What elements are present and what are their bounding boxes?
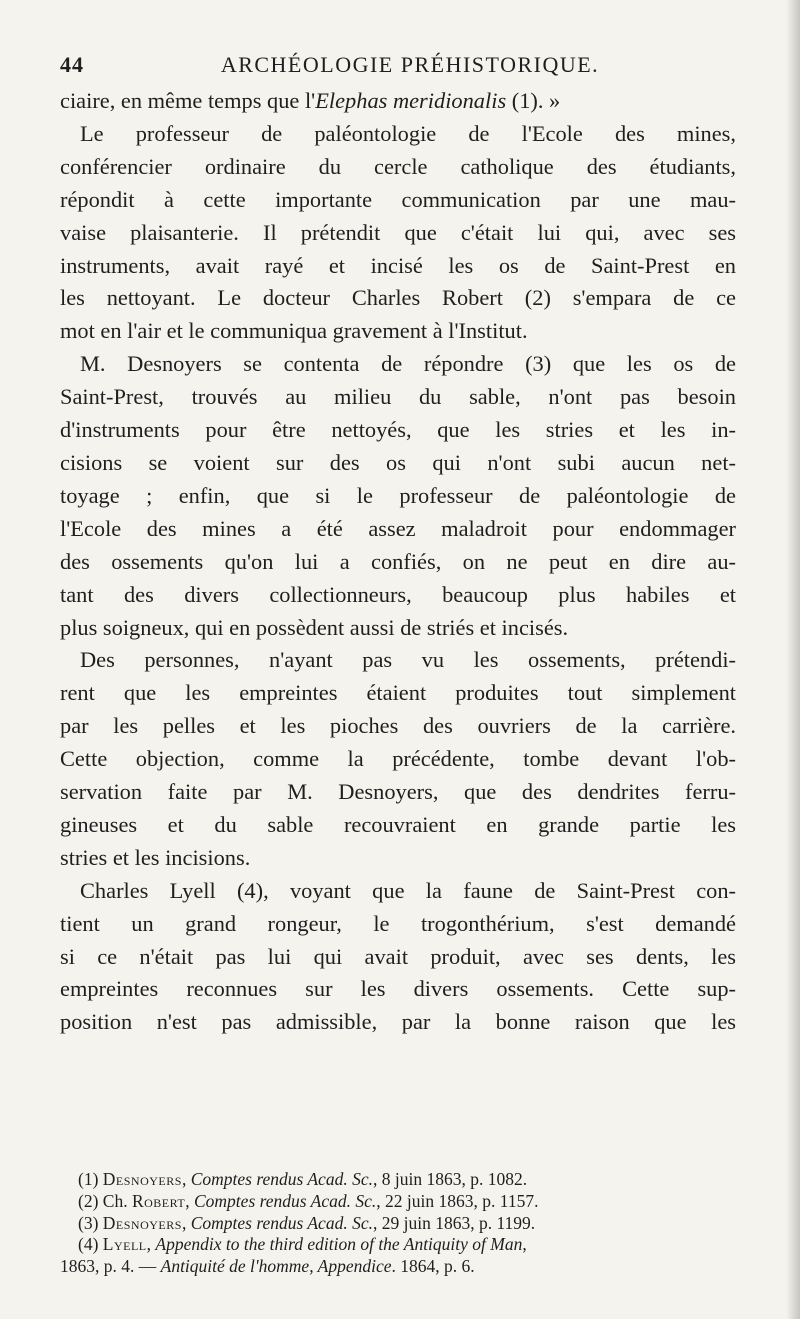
paragraph	[60, 875, 736, 1040]
text-line: des ossements qu'on lui a confiés, on ne peut en dire au-	[60, 548, 736, 574]
text-line: rent que les empreintes étaient produites tout simplement	[60, 680, 736, 706]
text-line: l'Ecole des mines a été assez maladroit pour endommager	[60, 515, 736, 541]
paragraph	[60, 644, 736, 874]
text-line: M. Desnoyers se contenta de répondre (3) que les os de	[80, 351, 736, 377]
text-line: vaise plaisanterie. Il prétendit que c'était lui qui, avec ses	[60, 219, 736, 245]
text-line: position n'est pas admissible, par la bonne raison que les	[60, 1009, 736, 1035]
page-edge-shadow	[786, 0, 800, 1319]
text-line: si ce n'était pas lui qui avait produit, avec ses dents, les	[60, 943, 736, 969]
text-line: par les pelles et les pioches des ouvriers de la carrière.	[60, 713, 736, 739]
paragraph	[60, 85, 736, 118]
text-line: cisions se voient sur des os qui n'ont subi aucun net-	[60, 449, 736, 475]
text-line: toyage ; enfin, que si le professeur de paléontologie de	[60, 482, 736, 508]
body-text	[60, 85, 736, 1039]
text-line: les nettoyant. Le docteur Charles Robert (2) s'empara de ce	[60, 285, 736, 311]
text-line: conférencier ordinaire du cercle catholique des étudiants,	[60, 153, 736, 179]
text-line: plus soigneux, qui en possèdent aussi de striés et incisés.	[60, 614, 569, 640]
page-header	[60, 52, 760, 82]
page-number: 44	[60, 52, 84, 77]
text-line: servation faite par M. Desnoyers, que des dendrites ferru-	[60, 779, 736, 805]
text-line: Charles Lyell (4), voyant que la faune de Saint-Prest con-	[80, 877, 736, 903]
footnote-3: (3) Desnoyers, Comptes rendus Acad. Sc., 29 juin 1863, p. 1199.	[78, 1212, 536, 1233]
footnote-4-continued: 1863, p. 4. — Antiquité de l'homme, Appendice. 1864, p. 6.	[60, 1256, 475, 1277]
text-line: ciaire, en même temps que l'Elephas meridionalis (1). »	[60, 88, 561, 113]
text-line: d'instruments pour être nettoyés, que les stries et les in-	[60, 417, 736, 443]
text-line: tant des divers collectionneurs, beaucoup plus habiles et	[60, 581, 736, 607]
text-line: Saint-Prest, trouvés au milieu du sable, n'ont pas besoin	[60, 384, 736, 410]
text-line: Des personnes, n'ayant pas vu les ossements, prétendi-	[80, 647, 736, 673]
text-line: répondit à cette importante communication par une mau-	[60, 186, 736, 212]
text-line: instruments, avait rayé et incisé les os de Saint-Prest en	[60, 252, 736, 278]
footnotes	[60, 1169, 740, 1278]
text-line: mot en l'air et le communiqua gravement à l'Institut.	[60, 318, 528, 344]
running-head: ARCHÉOLOGIE PRÉHISTORIQUE.	[220, 52, 600, 77]
text-line: Le professeur de paléontologie de l'Ecole des mines,	[80, 120, 736, 146]
footnote-4: (4) Lyell, Appendix to the third edition of the Antiquity of Man,	[78, 1234, 527, 1255]
paragraph	[60, 118, 736, 348]
text-line: tient un grand rongeur, le trogonthérium, s'est demandé	[60, 910, 736, 936]
footnote-1: (1) Desnoyers, Comptes rendus Acad. Sc., 8 juin 1863, p. 1082.	[78, 1169, 528, 1189]
footnote-2: (2) Ch. Robert, Comptes rendus Acad. Sc., 22 juin 1863, p. 1157.	[78, 1190, 539, 1211]
text-line: Cette objection, comme la précédente, tombe devant l'ob-	[60, 746, 736, 772]
paragraph	[60, 348, 736, 644]
text-line: gineuses et du sable recouvraient en grande partie les	[60, 811, 736, 837]
text-line: empreintes reconnues sur les divers ossements. Cette sup-	[60, 976, 736, 1002]
text-line: stries et les incisions.	[60, 844, 251, 870]
